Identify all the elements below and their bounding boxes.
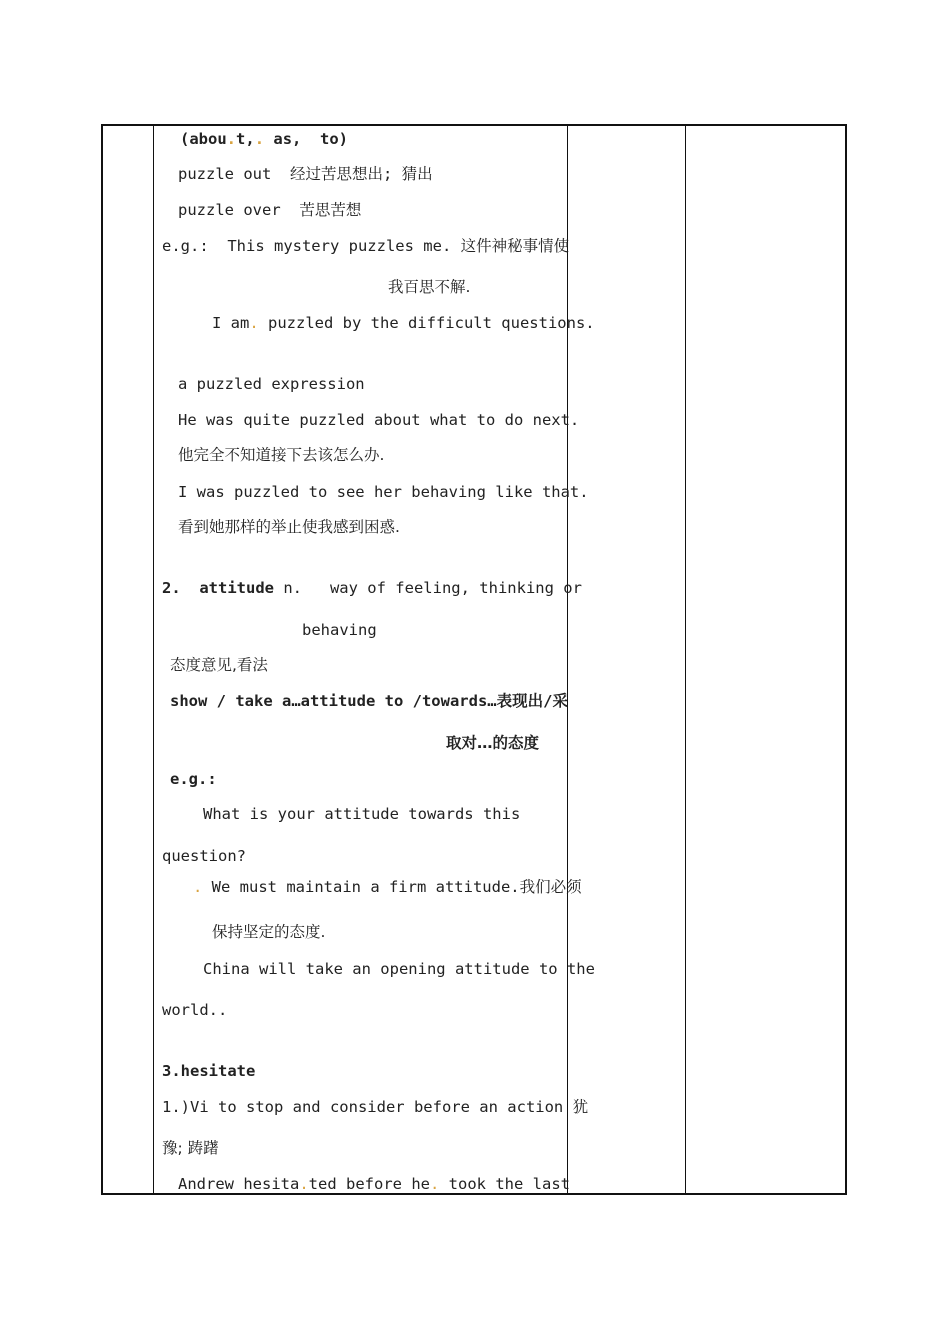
vocab-heading-attitude: 2. attitude n. way of feeling, thinking or [162,579,582,597]
example-translation: 保持坚定的态度. [212,923,326,941]
phrase-puzzle-out: puzzle out 经过苦思想出; 猜出 [178,165,433,183]
phrase-translation: 取对…的态度 [446,734,540,752]
example-line: e.g.: This mystery puzzles me. 这件神秘事情使 [162,237,570,255]
prep-list: (abou.t,. as, to) [180,130,349,148]
definition-translation: 态度意见,看法 [170,656,268,674]
example-label: e.g.: [170,770,217,788]
example-line: Andrew hesita.ted before he. took the last [178,1175,570,1193]
example-line: China will take an opening attitude to the [203,960,595,978]
definition-continued: behaving [302,621,377,639]
example-line: I was puzzled to see her behaving like that. [178,483,589,501]
definition-translation: 豫; 踌躇 [162,1139,219,1157]
example-translation: 看到她那样的举止使我感到困惑. [178,518,400,536]
example-line: . We must maintain a firm attitude.我们必须 [193,878,582,896]
phrase-puzzle-over: puzzle over 苦思苦想 [178,201,362,219]
example-line: world.. [162,1001,228,1019]
column-divider [685,124,686,1195]
example-line: question? [162,847,246,865]
column-divider [567,124,568,1195]
example-translation: 我百思不解. [388,278,471,296]
example-line: What is your attitude towards this [203,805,521,823]
phrase-show-attitude: show / take a…attitude to /towards…表现出/采 [170,692,568,710]
example-line: He was quite puzzled about what to do next. [178,411,580,429]
definition-line: 1.)Vi to stop and consider before an action 犹 [162,1098,589,1116]
vocab-heading-hesitate: 3.hesitate [162,1062,256,1080]
example-line: I am. puzzled by the difficult questions. [212,314,595,332]
column-divider [153,124,154,1195]
example-line: a puzzled expression [178,375,365,393]
example-translation: 他完全不知道接下去该怎么办. [178,446,385,464]
